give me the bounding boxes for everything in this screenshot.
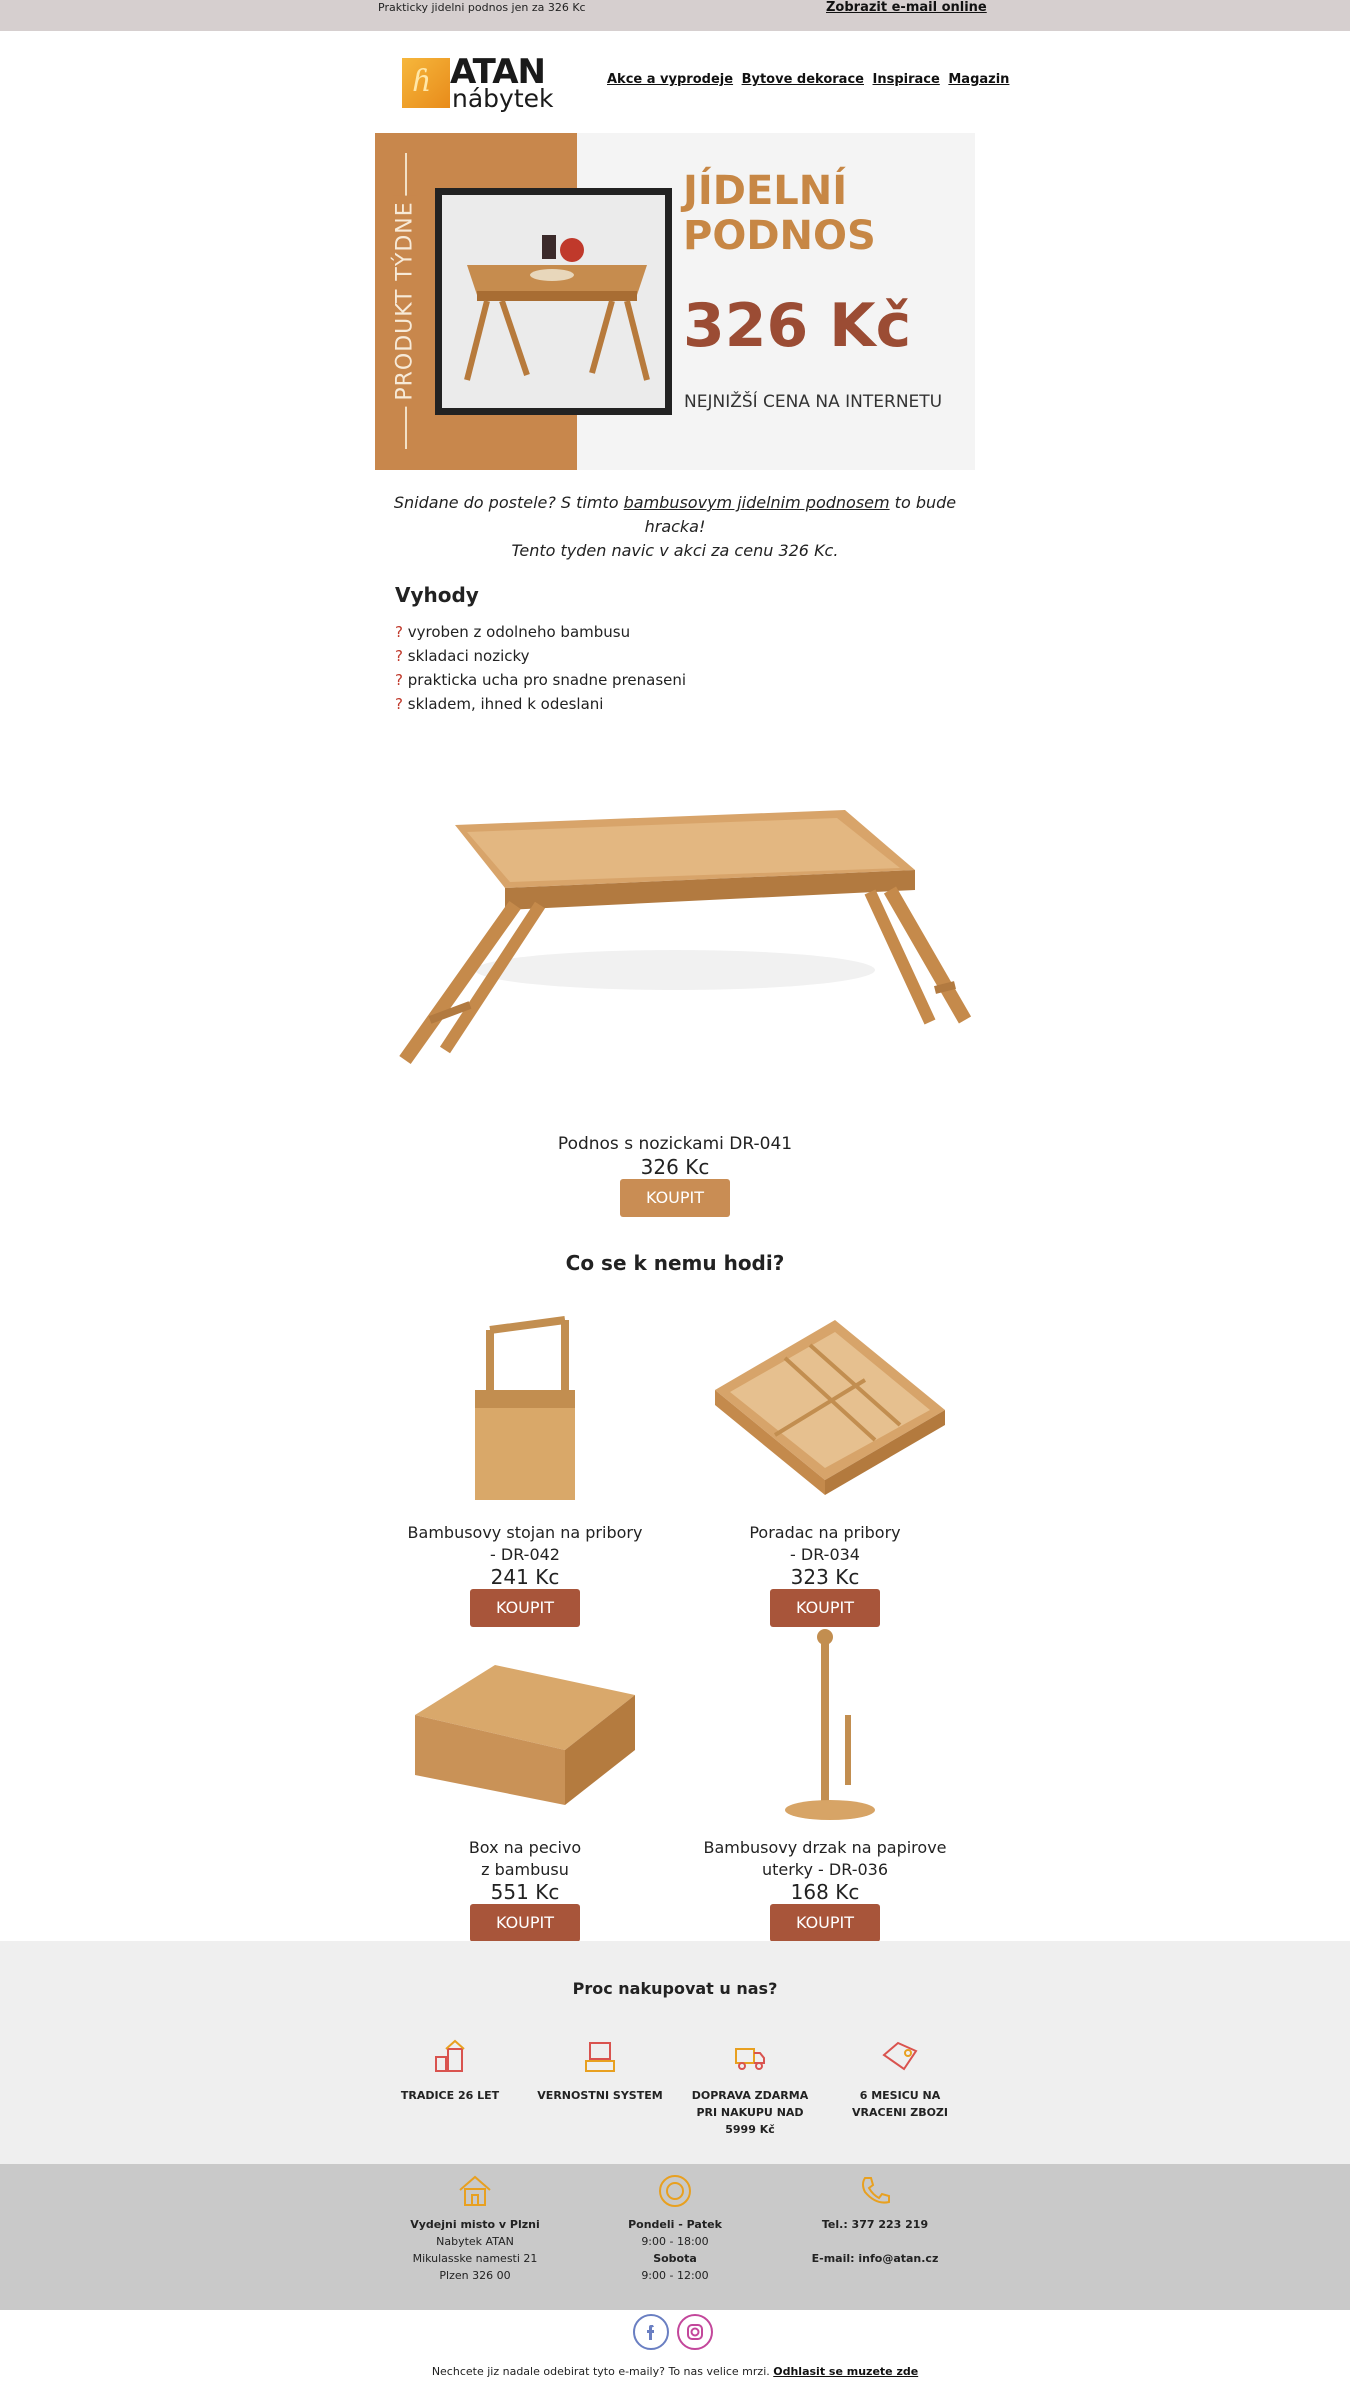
benefit-text: prakticka ucha pro snadne prenaseni [407,671,687,689]
why-item [375,2039,525,2104]
why-item-label: TRADICE 26 LET [400,2089,500,2102]
why-item [825,2039,975,2121]
register-icon [582,2039,618,2075]
bullet-glyph: ? [395,695,403,713]
unsubscribe-text: Nechcete jiz nadale odebirat tyto e-maily? To nas velice mrzi. [431,2365,774,2378]
benefits-section [395,583,955,716]
related-product-card [375,1625,675,1942]
clock-icon [656,2172,694,2210]
banner-side-label: PRODUKT TÝDNE [393,195,418,406]
why-item-label: DOPRAVA ZDARMA PRI NAKUPU NAD 5999 Kč [691,2089,809,2136]
saturday-hours: 9:00 - 12:00 [641,2269,709,2282]
facebook-icon[interactable] [633,2314,669,2350]
facebook-glyph [635,2316,667,2348]
why-shop-title: Proc nakupovat u nas? [572,1979,778,1998]
contacts-section [0,2164,1350,2310]
email-address[interactable]: E-mail: info@atan.cz [811,2252,939,2265]
pickup-point [375,2172,575,2284]
nav-link-dekorace[interactable]: Bytove dekorace [741,72,864,87]
opening-hours [575,2172,775,2284]
related-product-price: 323 Kc [790,1565,860,1589]
bullet-glyph: ? [395,623,403,641]
weekday-title: Pondeli - Patek [628,2218,722,2231]
benefit-text: skladem, ihned k odeslani [407,695,604,713]
why-item-label: VERNOSTNI SYSTEM [537,2089,663,2102]
benefit-text: vyroben z odolneho bambusu [407,623,631,641]
bamboo-tray-image [375,790,975,1080]
nav-link-magazin[interactable]: Magazin [948,72,1010,87]
bullet-glyph: ? [395,647,403,665]
email-header [375,46,1010,116]
atan-logo[interactable] [402,52,560,113]
cutlery-organizer-image[interactable] [705,1310,945,1510]
preheader-text: Prakticky jidelni podnos jen za 326 Kc [378,1,586,14]
why-item [675,2039,825,2138]
banner-headline: JÍDELNÍ PODNOS [683,168,876,259]
banner-tagline: NEJNIŽŠÍ CENA NA INTERNETU [684,392,943,412]
logo-sub: nábytek [452,84,554,113]
benefits-title: Vyhody [395,583,479,607]
main-product [375,1133,975,1217]
view-online-link[interactable]: Zobrazit e-mail online [826,0,987,15]
social-links [633,2314,719,2350]
related-product-price: 168 Kc [790,1880,860,1904]
banner-product-photo [435,188,672,415]
preheader-bar [0,0,1350,31]
pickup-line: Plzen 326 00 [439,2269,511,2282]
main-product-name: Podnos s nozickami DR-041 [557,1134,793,1154]
saturday-title: Sobota [653,2252,697,2265]
instagram-glyph [679,2316,711,2348]
nav-link-akce[interactable]: Akce a vyprodeje [607,72,734,87]
logo-chair-icon: ɦ [402,58,450,108]
buildings-icon [432,2039,468,2075]
pickup-line: Nabytek ATAN [436,2235,514,2248]
weekday-hours: 9:00 - 18:00 [641,2235,709,2248]
related-product-card [375,1310,675,1627]
related-section-title: Co se k nemu hodi? [565,1251,785,1275]
main-product-price: 326 Kc [640,1155,710,1179]
unsubscribe-link[interactable]: Odhlasit se muzete zde [773,2365,919,2378]
intro-text [375,491,975,563]
logo-brand: ATAN [450,52,545,92]
instagram-icon[interactable] [677,2314,713,2350]
related-product-price: 551 Kc [490,1880,560,1904]
related-product-name: Bambusovy drzak na papirove uterky - DR-036 [703,1838,947,1879]
main-product-buy-button[interactable]: KOUPIT [620,1179,730,1217]
benefit-text: skladaci nozicky [407,647,530,665]
intro-text-part: to bude hracka! [644,493,957,536]
phone-icon [856,2172,894,2210]
benefit-item [395,692,955,716]
related-product-name: Box na pecivo z bambusu [468,1838,582,1879]
cutlery-caddy-image[interactable] [405,1310,645,1510]
pickup-title: Vydejni misto v Plzni [410,2218,540,2231]
product-of-week-banner[interactable] [375,133,975,470]
benefit-item [395,644,955,668]
intro-text-part: Snidane do postele? S timto [393,493,624,512]
why-item-label: 6 MESICU NA VRACENI ZBOZI [852,2089,948,2119]
nav-link-inspirace[interactable]: Inspirace [872,72,940,87]
intro-line-2: Tento tyden navic v akci za cenu 326 Kc. [511,541,839,560]
related-product-card [675,1625,975,1942]
bread-box-image[interactable] [405,1625,645,1825]
tray-product-image[interactable] [375,790,975,1080]
related-product-name: Poradac na pribory - DR-034 [749,1523,901,1564]
paper-towel-holder-image[interactable] [705,1625,945,1825]
related-buy-button[interactable]: KOUPIT [470,1904,580,1942]
contact-info [775,2172,975,2267]
benefit-item [395,620,955,644]
phone-number[interactable]: Tel.: 377 223 219 [821,2218,929,2231]
related-buy-button[interactable]: KOUPIT [770,1589,880,1627]
delivery-truck-icon [732,2039,768,2075]
related-product-card [675,1310,975,1627]
why-shop-section [0,1941,1350,2164]
related-buy-button[interactable]: KOUPIT [470,1589,580,1627]
unsubscribe-note [375,2365,975,2378]
benefit-item [395,668,955,692]
related-buy-button[interactable]: KOUPIT [770,1904,880,1942]
tray-product-link[interactable]: bambusovym jidelnim podnosem [623,493,890,512]
bullet-glyph: ? [395,671,403,689]
pickup-line: Mikulasske namesti 21 [412,2252,538,2265]
why-item [525,2039,675,2104]
benefits-list [395,620,955,716]
related-product-price: 241 Kc [490,1565,560,1589]
main-nav [607,72,1013,87]
banner-price: 326 Kč [683,291,912,361]
return-tag-icon [880,2039,920,2075]
related-product-name: Bambusovy stojan na pribory - DR-042 [407,1523,643,1564]
house-icon [456,2172,494,2210]
tray-illustration [442,195,665,408]
